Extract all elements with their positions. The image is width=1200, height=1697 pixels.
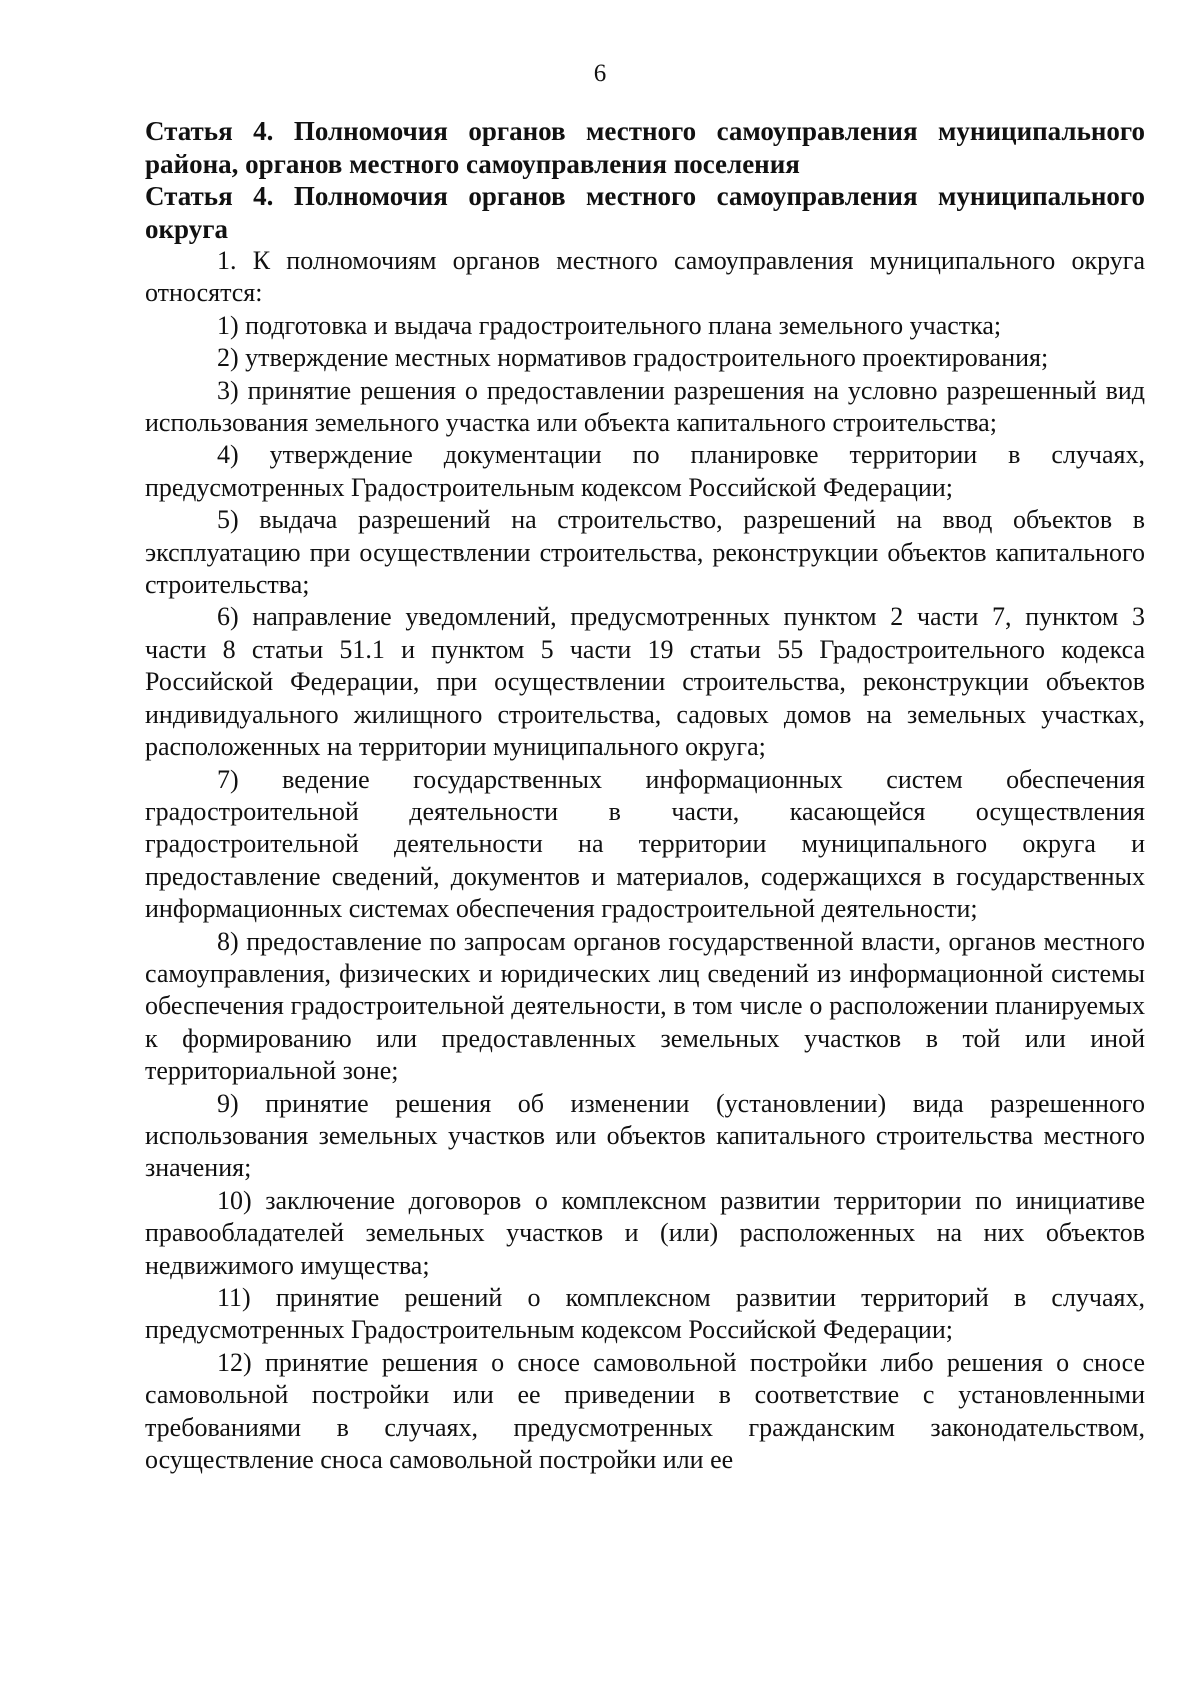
list-item-2: 2) утверждение местных нормативов градостроительного проектирования;: [217, 343, 1049, 373]
page-number: 6: [593, 60, 607, 87]
list-item-8: 8) предоставление по запросам органов государственной власти, органов местного самоуправления, физических и юридических лиц сведений из информационной системы обеспечения градостроительной деятельности, в том числе о расположении планируемых к формированию или предоставленных земельных участков в той или иной территориальной зоне;: [145, 926, 1145, 1086]
article-heading-struck: Статья 4. Полномочия органов местного самоуправления муниципального района, органов местного самоуправления поселения: [145, 116, 1145, 179]
list-item-12: 12) принятие решения о сносе самовольной постройки либо решения о сносе самовольной постройки или ее приведении в соответствие с установленными требованиями в случаях, предусмотренных гражданским законодательством, осуществление сноса самовольной постройки или ее: [145, 1347, 1145, 1475]
list-item-7: 7) ведение государственных информационных систем обеспечения градостроительной деятельности в части, касающейся осуществления градостроительной деятельности на территории муниципального округа и предоставление сведений, документов и материалов, содержащихся в государственных информационных системах обеспечения градостроительной деятельности;: [145, 764, 1145, 924]
list-item-4: 4) утверждение документации по планировке территории в случаях, предусмотренных Градостроительным кодексом Российской Федерации;: [145, 440, 1145, 502]
article-heading: Статья 4. Полномочия органов местного самоуправления муниципального округа: [145, 181, 1145, 244]
document-body: [145, 115, 1145, 1476]
list-item-10: 10) заключение договоров о комплексном развитии территории по инициативе правообладателей земельных участков и (или) расположенных на них объектов недвижимого имущества;: [145, 1185, 1145, 1280]
list-item-11: 11) принятие решений о комплексном развитии территорий в случаях, предусмотренных Градостроительным кодексом Российской Федерации;: [145, 1283, 1145, 1345]
intro-paragraph: 1. К полномочиям органов местного самоуправления муниципального округа относятся:: [145, 246, 1145, 308]
list-item-9: 9) принятие решения об изменении (установлении) вида разрешенного использования земельных участков или объектов капитального строительства местного значения;: [145, 1088, 1145, 1183]
list-item-6: 6) направление уведомлений, предусмотренных пунктом 2 части 7, пунктом 3 части 8 статьи 51.1 и пунктом 5 части 19 статьи 55 Градостроительного кодекса Российской Федерации, при осуществлении строительства, реконструкции объектов индивидуального жилищного строительства, садовых домов на земельных участках, расположенных на территории муниципального округа;: [145, 602, 1145, 762]
list-item-3: 3) принятие решения о предоставлении разрешения на условно разрешенный вид использования земельного участка или объекта капитального строительства;: [145, 375, 1145, 438]
list-item-5: 5) выдача разрешений на строительство, разрешений на ввод объектов в эксплуатацию при осуществлении строительства, реконструкции объектов капитального строительства;: [145, 505, 1145, 600]
list-item-1: 1) подготовка и выдача градостроительного плана земельного участка;: [217, 310, 1002, 340]
